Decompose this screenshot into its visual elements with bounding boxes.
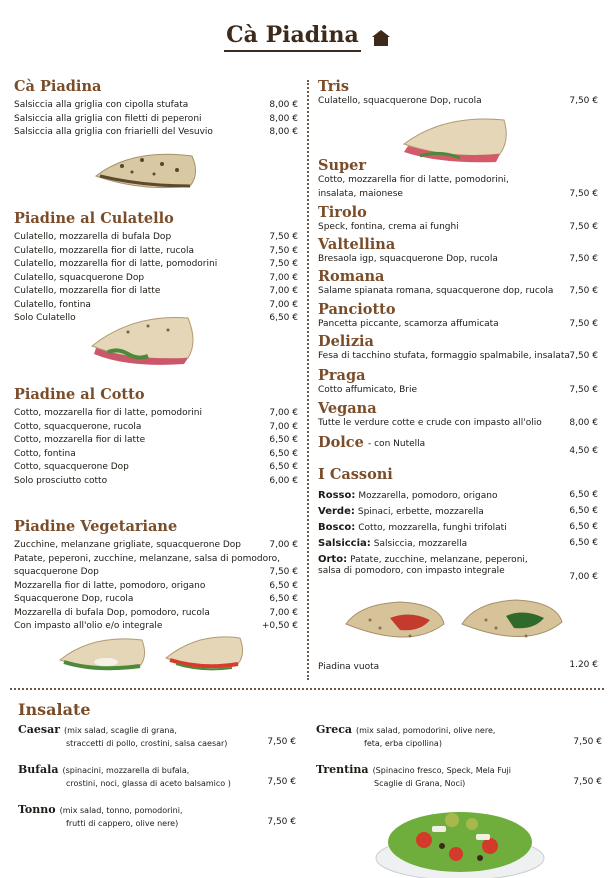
menu-item-desc: Tutte le verdure cotte e crude con impasto all'olio <box>318 418 542 428</box>
menu-item-price: 7,50 € <box>573 737 602 747</box>
menu-item-name: Salsiccia alla griglia con friarielli del Vesuvio <box>14 127 213 137</box>
menu-item-name: Culatello, squacquerone Dop <box>14 272 145 283</box>
salad-item <box>18 804 183 817</box>
menu-item-price: 7,50 € <box>267 817 296 827</box>
menu-item-name: Cotto, squacquerone, rucola <box>14 421 142 432</box>
salad-item <box>18 764 189 777</box>
cassone-desc: Cotto, mozzarella, funghi trifolati <box>358 523 507 533</box>
menu-item-price: 6,50 € <box>269 594 298 604</box>
menu-item-price: 6,50 € <box>569 490 598 500</box>
section-tirolo: Tirolo <box>318 204 367 221</box>
menu-item-price: 7,50 € <box>569 96 598 106</box>
menu-item-desc: Fesa di tacchino stufata, formaggio spalmabile, insalata <box>318 351 570 361</box>
section-super: Super <box>318 157 367 174</box>
menu-item-name: Culatello, mozzarella fior di latte, pomodorini <box>14 259 218 269</box>
section-insalate: Insalate <box>18 700 91 719</box>
menu-item-price: 7,50 € <box>269 567 298 577</box>
cassone-desc: Salsiccia, mozzarella <box>373 539 468 549</box>
cassone-name: Orto: <box>318 554 348 565</box>
section-ca-piadina: Cà Piadina <box>14 78 102 95</box>
cassone-image-1 <box>340 584 450 654</box>
salad-desc: (spinacini, mozzarella di bufala, <box>62 766 190 775</box>
section-divider <box>10 688 604 690</box>
menu-item-desc: Speck, fontina, crema ai funghi <box>318 222 459 232</box>
menu-item-name: Culatello, mozzarella fior di latte <box>14 286 161 296</box>
menu-item-price: 7,50 € <box>573 777 602 787</box>
menu-item-price: 7,00 € <box>569 572 598 582</box>
menu-item-name: Culatello, fontina <box>14 299 91 310</box>
cassone-name: Bosco: <box>318 522 356 533</box>
cassone-name: Salsiccia: <box>318 538 371 549</box>
vegetarian-piadina-image-2 <box>162 630 246 674</box>
menu-item-desc: Cotto, mozzarella fior di latte, pomodorini, <box>318 175 509 185</box>
menu-item-price: 7,00 € <box>269 286 298 296</box>
menu-item-price: 7,50 € <box>269 232 298 242</box>
menu-item-price: 7,00 € <box>269 408 298 418</box>
menu-item-price: 7,50 € <box>569 254 598 264</box>
menu-item-price: 6,50 € <box>269 462 298 472</box>
section-praga: Praga <box>318 367 366 384</box>
cassone-desc: Mozzarella, pomodoro, origano <box>358 491 498 501</box>
column-divider <box>307 80 309 680</box>
menu-item-price: 7,50 € <box>569 319 598 329</box>
menu-item-desc: Pancetta piccante, scamorza affumicata <box>318 319 499 329</box>
section-cassoni: I Cassoni <box>318 466 393 483</box>
section-tris: Tris <box>318 78 350 95</box>
salad-desc-2: straccetti di pollo, crostini, salsa caesar) <box>66 739 228 748</box>
menu-item-name: Salsiccia alla griglia con cipolla stufata <box>14 100 189 110</box>
dolce-sub: - con Nutella <box>368 439 426 449</box>
menu-item-price: 8,00 € <box>269 113 298 124</box>
section-vegetariane: Piadine Vegetariane <box>14 518 178 535</box>
piadina-vuota: Piadina vuota <box>318 662 380 672</box>
menu-item-price: 7,50 € <box>269 259 298 269</box>
menu-item-name: Mozzarella di bufala Dop, pomodoro, rucola <box>14 607 210 618</box>
menu-item-price: +0,50 € <box>261 621 298 631</box>
salad-desc: (Spinacino fresco, Speck, Mela Fuji <box>372 766 511 775</box>
menu-item-price: 7,50 € <box>267 777 296 787</box>
cassone-desc: Spinaci, erbette, mozzarella <box>357 507 484 517</box>
menu-item-name: Salsiccia alla griglia con filetti di peperoni <box>14 113 202 124</box>
menu-item-price: 1.20 € <box>569 660 598 670</box>
menu-item-price: 6,50 € <box>569 506 598 516</box>
salad-item <box>18 724 177 737</box>
menu-item-desc: Bresaola igp, squacquerone Dop, rucola <box>318 254 498 264</box>
menu-title-text: Cà Piadina <box>224 22 361 52</box>
menu-item-name: Solo Culatello <box>14 313 76 323</box>
menu-item-price: 4,50 € <box>569 446 598 456</box>
menu-item-price: 6,50 € <box>269 448 298 459</box>
section-romana: Romana <box>318 268 385 285</box>
menu-item-price: 7,00 € <box>269 299 298 310</box>
salad-image <box>372 800 548 878</box>
menu-item-price: 8,00 € <box>269 127 298 137</box>
menu-item-name: Cotto, mozzarella fior di latte <box>14 435 146 445</box>
cassone-item <box>318 522 507 534</box>
menu-item-price: 6,50 € <box>569 538 598 548</box>
salad-name: Tonno <box>18 803 56 816</box>
menu-item-price: 6,50 € <box>569 522 598 532</box>
menu-item-name: Cotto, fontina <box>14 448 76 459</box>
menu-item-price: 7,50 € <box>269 245 298 256</box>
menu-item-name: Solo prosciutto cotto <box>14 475 108 486</box>
menu-item-name: Zucchine, melanzane grigliate, squacquerone Dop <box>14 540 242 550</box>
menu-item-name: Cotto, mozzarella fior di latte, pomodorini <box>14 408 202 418</box>
cassone-name: Verde: <box>318 506 355 517</box>
section-dolce: Dolce <box>318 434 364 451</box>
salad-item <box>316 764 511 777</box>
section-panciotto: Panciotto <box>318 301 396 318</box>
cassone-name: Rosso: <box>318 490 356 501</box>
menu-title <box>0 22 614 52</box>
salad-name: Trentina <box>316 763 369 776</box>
menu-item-name: Con impasto all'olio e/o integrale <box>14 621 163 631</box>
menu-item-name: Cotto, squacquerone Dop <box>14 462 129 472</box>
menu-item-name: Squacquerone Dop, rucola <box>14 594 134 604</box>
cassone-item <box>318 490 497 502</box>
piadina-image <box>92 146 202 194</box>
menu-item-name: Culatello, mozzarella fior di latte, rucola <box>14 245 194 256</box>
menu-item-name: Mozzarella fior di latte, pomodoro, origano <box>14 580 206 591</box>
menu-item-desc: Culatello, squacquerone Dop, rucola <box>318 96 482 106</box>
salad-desc: (mix salad, tonno, pomodorini, <box>59 806 183 815</box>
section-vegana: Vegana <box>318 400 377 417</box>
menu-item-price: 8,00 € <box>269 100 298 110</box>
menu-item-desc: Cotto affumicato, Brie <box>318 385 418 395</box>
cassone-item <box>318 538 467 550</box>
menu-item-price: 7,50 € <box>569 222 598 232</box>
salad-name: Bufala <box>18 763 59 776</box>
culatello-piadina-image <box>88 312 200 368</box>
menu-item-name: Patate, peperoni, zucchine, melanzane, salsa di pomodoro, <box>14 553 280 564</box>
house-icon <box>372 30 390 46</box>
menu-item-price: 7,50 € <box>569 351 598 361</box>
menu-item-desc: insalata, maionese <box>318 189 403 199</box>
cassone-item <box>318 506 484 518</box>
menu-item-name: squacquerone Dop <box>14 567 99 577</box>
section-cotto: Piadine al Cotto <box>14 386 145 403</box>
salad-name: Caesar <box>18 723 60 736</box>
menu-item-price: 6,50 € <box>269 435 298 445</box>
cassone-desc: Patate, zucchine, melanzane, peperoni, <box>350 555 528 565</box>
menu-item-price: 6,50 € <box>269 313 298 323</box>
menu-item-desc: Salame spianata romana, squacquerone dop, rucola <box>318 286 554 296</box>
salad-desc-2: frutti di cappero, olive nere) <box>66 819 179 828</box>
salad-desc-2: crostini, noci, glassa di aceto balsamico ) <box>66 779 231 788</box>
cassone-item <box>318 554 528 566</box>
salad-item <box>316 724 495 737</box>
menu-item-price: 6,00 € <box>269 475 298 486</box>
menu-item-price: 7,00 € <box>269 272 298 283</box>
section-delizia: Delizia <box>318 333 374 350</box>
menu-item-price: 8,00 € <box>569 418 598 428</box>
menu-item-price: 7,00 € <box>269 421 298 432</box>
menu-item-price: 7,50 € <box>569 189 598 199</box>
section-valtellina: Valtellina <box>318 236 396 253</box>
salad-desc-2: Scaglie di Grana, Noci) <box>374 779 466 788</box>
menu-item-price: 6,50 € <box>269 580 298 591</box>
menu-item-price: 7,50 € <box>569 385 598 395</box>
vegetarian-piadina-image-1 <box>56 632 148 676</box>
cassone-desc-2: salsa di pomodoro, con impasto integrale <box>318 566 505 576</box>
salad-desc: (mix salad, pomodorini, olive nere, <box>356 726 496 735</box>
section-culatello: Piadine al Culatello <box>14 210 174 227</box>
salad-name: Greca <box>316 723 353 736</box>
menu-item-price: 7,50 € <box>569 286 598 296</box>
tris-piadina-image <box>400 112 510 164</box>
salad-desc: (mix salad, scaglie di grana, <box>64 726 177 735</box>
menu-item-price: 7,00 € <box>269 540 298 550</box>
menu-item-price: 7,00 € <box>269 607 298 618</box>
menu-item-name: Culatello, mozzarella di bufala Dop <box>14 232 172 242</box>
menu-item-price: 7,50 € <box>267 737 296 747</box>
salad-desc-2: feta, erba cipollina) <box>364 739 442 748</box>
cassone-image-2 <box>458 584 566 654</box>
